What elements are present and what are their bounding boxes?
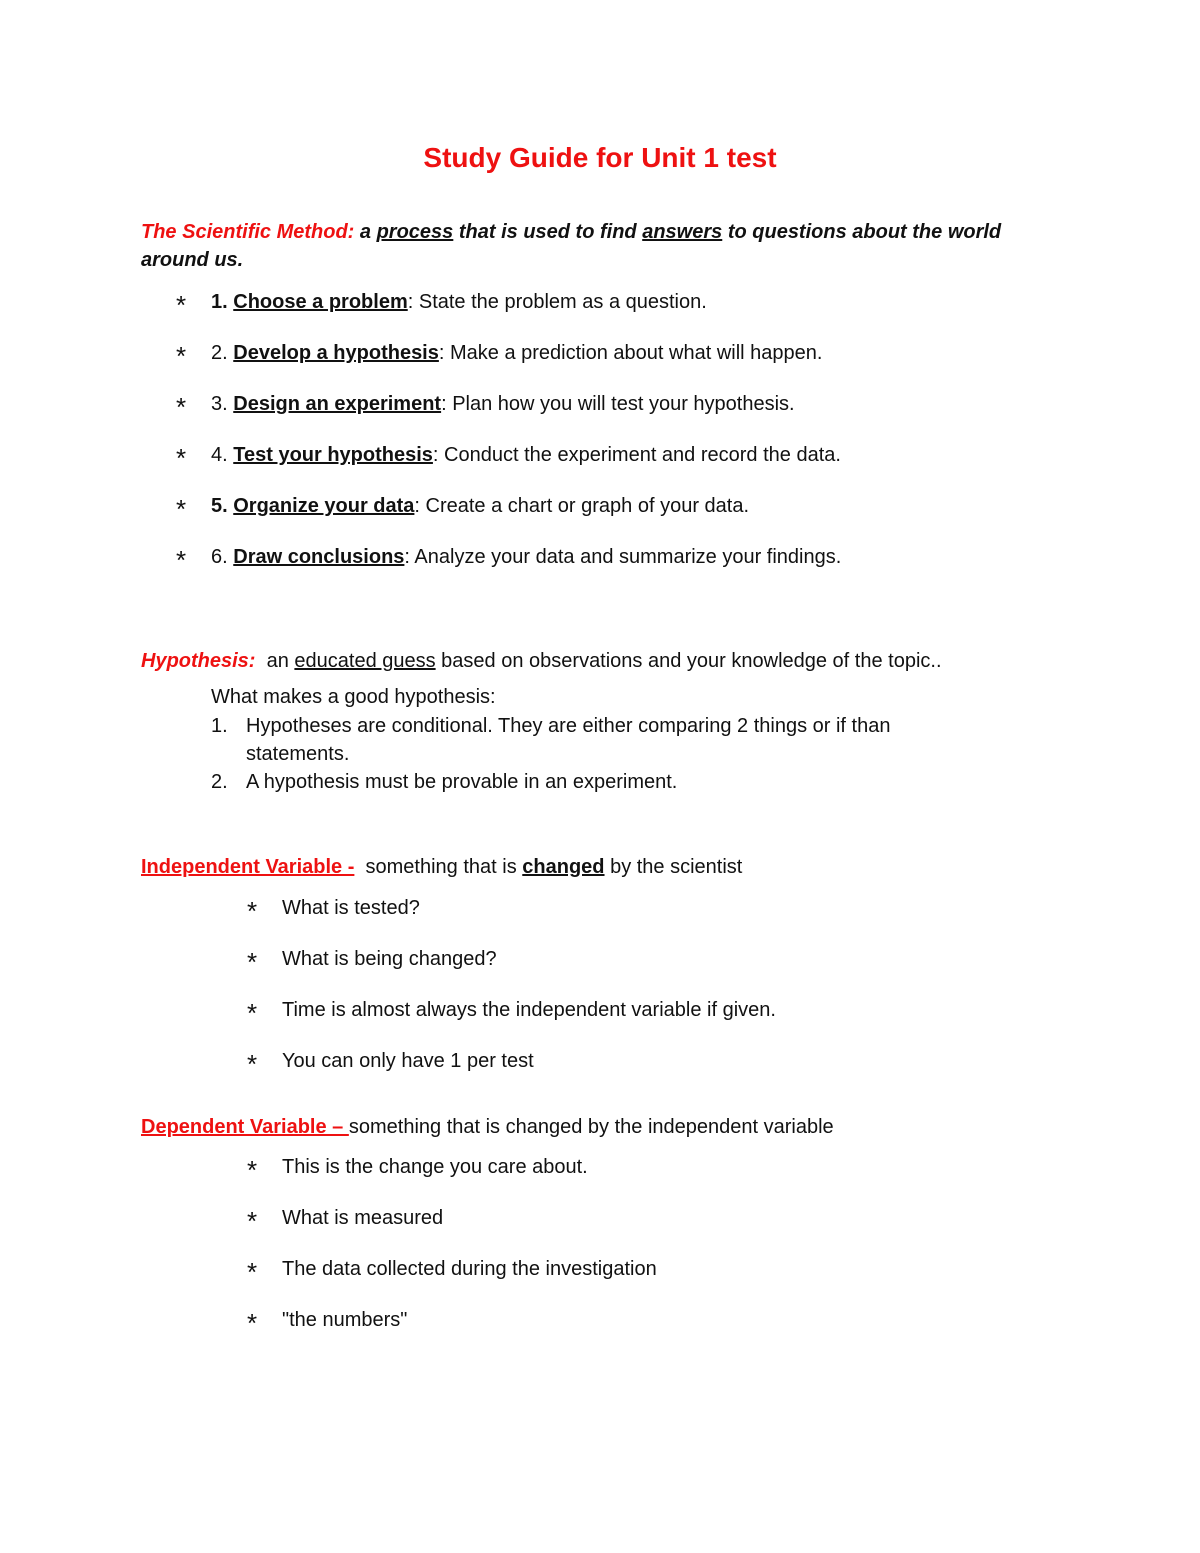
asterisk-bullet-icon: * — [176, 341, 187, 371]
scientific-method-definition — [141, 218, 1021, 274]
bullet-text: Time is almost always the independent variable if given. — [282, 999, 776, 1021]
bullet-text: This is the change you care about. — [282, 1156, 588, 1178]
step-description: : Create a chart or graph of your data. — [414, 495, 750, 517]
asterisk-bullet-icon: * — [247, 998, 258, 1028]
definition-keyword: educated guess — [294, 650, 436, 672]
dependent-variable-definition — [141, 1114, 834, 1140]
definition-text: by the scientist — [604, 856, 743, 878]
bullet-text: What is measured — [282, 1207, 444, 1229]
list-item — [211, 712, 991, 768]
step-description: : State the problem as a question. — [407, 291, 707, 313]
step-name: Develop a hypothesis — [233, 342, 439, 364]
step-description: : Conduct the experiment and record the data. — [432, 444, 841, 466]
asterisk-bullet-icon: * — [176, 290, 187, 320]
hypothesis-subheading: What makes a good hypothesis: — [211, 686, 496, 708]
step-name: Organize your data — [233, 495, 415, 517]
list-text: Hypotheses are conditional. They are either comparing 2 things or if than statements. — [246, 715, 891, 765]
dependent-variable-term: Dependent Variable – — [141, 1116, 349, 1138]
definition-text: a — [354, 221, 377, 243]
bullet-text: What is being changed? — [282, 948, 497, 970]
step-name: Draw conclusions — [233, 546, 405, 568]
scientific-method-term: The Scientific Method: — [141, 221, 355, 243]
step-description: : Plan how you will test your hypothesis. — [441, 393, 795, 415]
list-number: 2. — [211, 771, 228, 793]
independent-variable-definition — [141, 854, 742, 880]
asterisk-bullet-icon: * — [247, 1257, 258, 1287]
step-name: Test your hypothesis — [233, 444, 433, 466]
hypothesis-definition — [141, 648, 942, 674]
step-number: 4. — [211, 444, 234, 466]
step-number: 6. — [211, 546, 234, 568]
definition-text: to questions about the world around us. — [141, 221, 1002, 271]
definition-keyword: process — [376, 221, 454, 243]
step-description: : Make a prediction about what will happen. — [438, 342, 823, 364]
definition-text: something that is changed by the independent variable — [348, 1116, 834, 1138]
hypothesis-criteria-list — [211, 712, 991, 796]
bullet-text: The data collected during the investigation — [282, 1258, 657, 1280]
step-description: : Analyze your data and summarize your findings. — [404, 546, 842, 568]
step-number: 5. — [211, 495, 234, 517]
asterisk-bullet-icon: * — [247, 1049, 258, 1079]
bullet-text: What is tested? — [282, 897, 420, 919]
independent-variable-term: Independent Variable - — [141, 856, 355, 878]
step-name: Choose a problem — [233, 291, 408, 313]
step-name: Design an experiment — [233, 393, 442, 415]
bullet-text: "the numbers" — [282, 1309, 408, 1331]
step-number: 3. — [211, 393, 234, 415]
definition-text: something that is — [354, 856, 523, 878]
asterisk-bullet-icon: * — [247, 1308, 258, 1338]
definition-keyword: changed — [522, 856, 605, 878]
asterisk-bullet-icon: * — [176, 494, 187, 524]
step-number: 2. — [211, 342, 234, 364]
asterisk-bullet-icon: * — [176, 443, 187, 473]
list-text: A hypothesis must be provable in an experiment. — [246, 771, 678, 793]
asterisk-bullet-icon: * — [176, 545, 187, 575]
asterisk-bullet-icon: * — [247, 896, 258, 926]
bullet-text: You can only have 1 per test — [282, 1050, 534, 1072]
step-number: 1. — [211, 291, 234, 313]
asterisk-bullet-icon: * — [247, 1155, 258, 1185]
list-item — [211, 768, 991, 796]
page-title: Study Guide for Unit 1 test — [423, 142, 777, 173]
definition-keyword: answers — [642, 221, 723, 243]
hypothesis-term: Hypothesis: — [141, 650, 256, 672]
definition-text: an — [255, 650, 295, 672]
definition-text: based on observations and your knowledge of the topic.. — [435, 650, 942, 672]
asterisk-bullet-icon: * — [176, 392, 187, 422]
list-number: 1. — [211, 715, 228, 737]
definition-text: that is used to find — [453, 221, 643, 243]
asterisk-bullet-icon: * — [247, 1206, 258, 1236]
asterisk-bullet-icon: * — [247, 947, 258, 977]
